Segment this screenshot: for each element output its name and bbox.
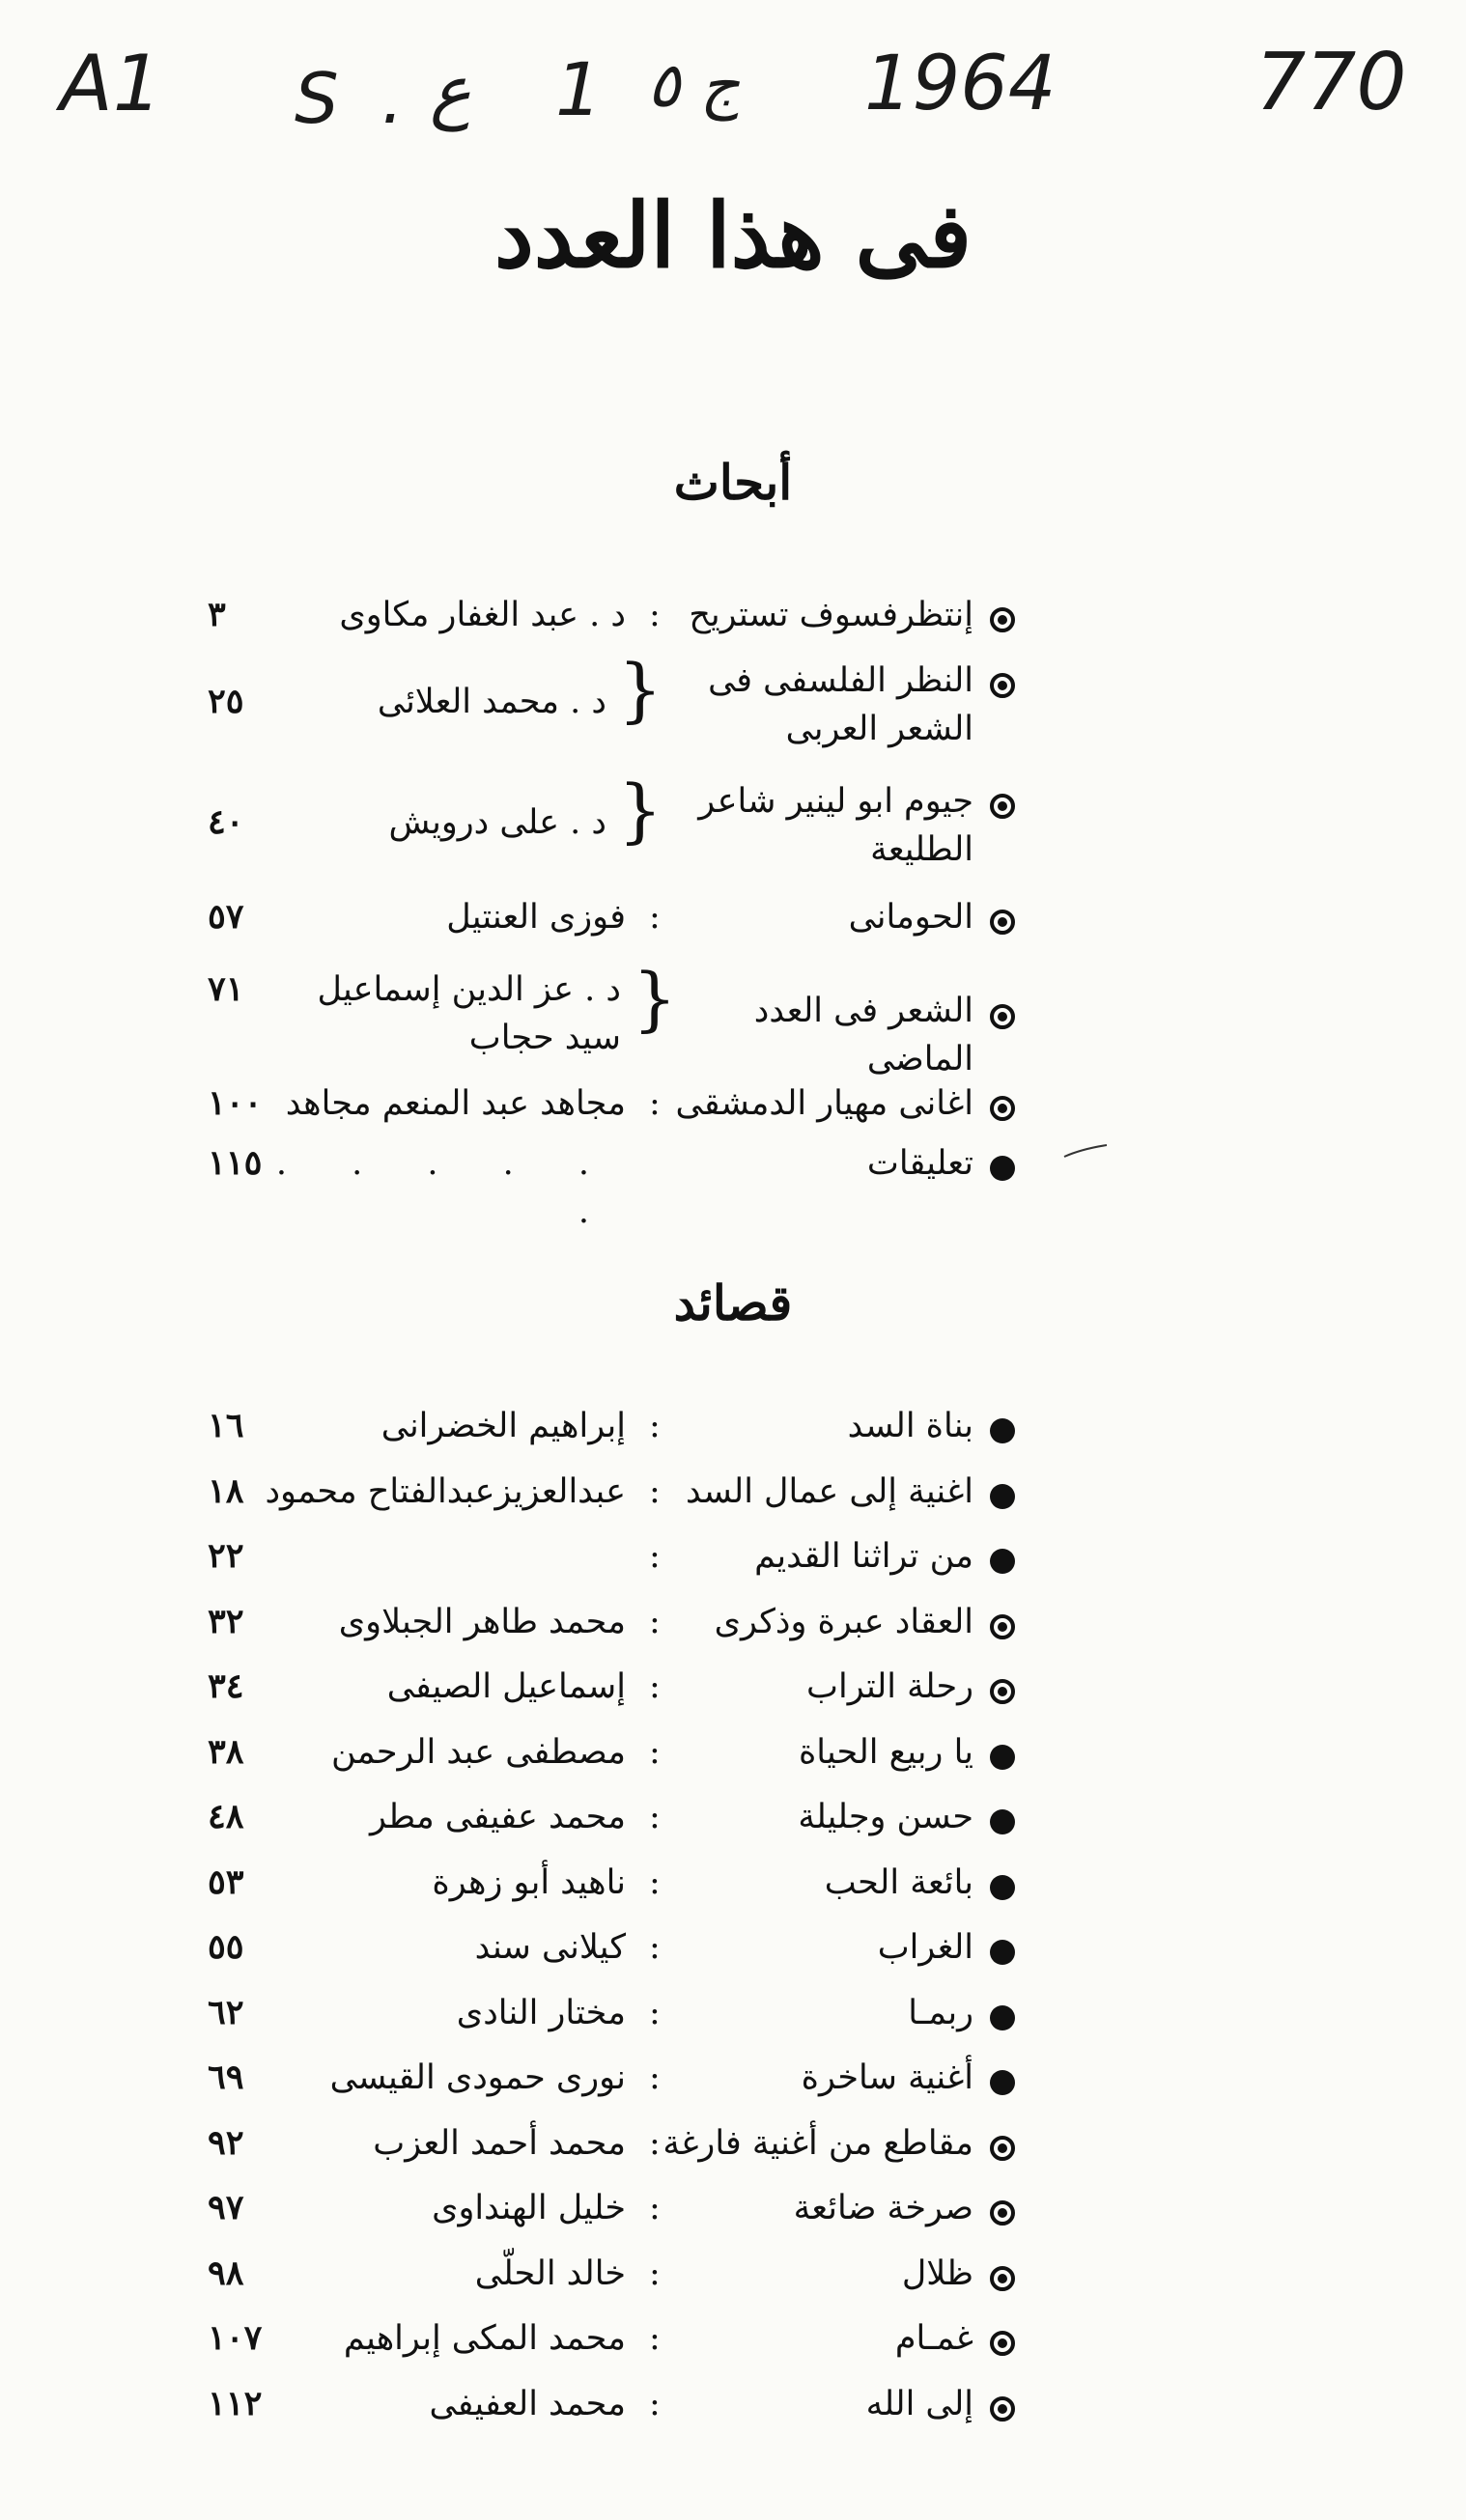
toc-page: ٢٢: [208, 1536, 244, 1576]
bullet-icon: [990, 673, 1015, 698]
toc-work-title: يا ربيع الحياة: [798, 1732, 973, 1772]
toc-work-title: إلى الله: [865, 2384, 973, 2423]
separator: :: [649, 1862, 661, 1902]
toc-row: [0, 893, 1466, 951]
toc-page: ١١٢: [208, 2383, 263, 2423]
toc-page: ٥٣: [208, 1862, 244, 1902]
toc-row: [0, 2054, 1466, 2112]
toc-author: ناهيد أبو زهرة: [432, 1862, 626, 1902]
toc-author: محمد العفيفى: [429, 2384, 626, 2423]
toc-work-title: اغنية إلى عمال السد: [685, 1471, 973, 1511]
bullet-icon: [990, 1940, 1015, 1965]
bullet-icon: [990, 2200, 1015, 2226]
toc-row: [0, 2380, 1466, 2438]
toc-author: فوزى العنتيل: [446, 898, 626, 937]
section-heading-poems: قصائد: [673, 1274, 793, 1331]
separator: :: [649, 2254, 661, 2293]
toc-page: ١١٥: [208, 1143, 263, 1183]
toc-row: [0, 958, 1466, 1078]
separator: :: [649, 1993, 661, 2032]
toc-work-title: أغنية ساخرة: [801, 2058, 973, 2097]
toc-page: ٤٨: [208, 1797, 244, 1836]
separator: :: [649, 2123, 661, 2163]
toc-work-title: غمـام: [894, 2319, 973, 2358]
section-heading-research: أبحاث: [673, 454, 793, 511]
toc-author: د . محمد العلائى: [377, 683, 606, 721]
toc-work-title: العقاد عبرة وذكرى: [714, 1602, 973, 1641]
toc-author: د . عز الدين إسماعيل: [317, 970, 621, 1009]
separator: :: [649, 2384, 661, 2423]
toc-author: محمد طاهر الجبلاوى: [338, 1602, 626, 1641]
separator: :: [649, 1602, 661, 1641]
toc-row: [0, 2314, 1466, 2372]
separator: :: [649, 1471, 661, 1511]
handwritten-note-jim: ج ٥: [647, 50, 741, 122]
toc-work-title: صرخة ضائعة: [793, 2189, 973, 2227]
toc-page: ١٠٧: [208, 2318, 263, 2358]
bullet-icon: [990, 1745, 1015, 1770]
toc-page: ٢٥: [208, 682, 244, 721]
toc-author: محمد أحمد العزب: [373, 2123, 626, 2163]
bullet-icon: [990, 1156, 1015, 1181]
bullet-icon: [990, 1418, 1015, 1443]
toc-author: خالد الحلّى: [474, 2254, 626, 2293]
toc-row: [0, 1598, 1466, 1656]
toc-author: د . عبد الغفار مكاوى: [339, 596, 626, 634]
toc-row: [0, 1402, 1466, 1460]
toc-row: [0, 770, 1466, 883]
toc-leader-dots: . . . . . .: [275, 1144, 616, 1231]
toc-author: نورى حمودى القيسى: [329, 2058, 626, 2097]
toc-author: خليل الهنداوى: [432, 2189, 626, 2227]
toc-author: محمد عفيفى مطر: [370, 1798, 626, 1836]
separator: :: [649, 898, 661, 937]
toc-work-title: تعليقات: [866, 1144, 973, 1183]
toc-page: ٣٤: [208, 1666, 244, 1706]
toc-row: [0, 1139, 1466, 1231]
toc-row: [0, 1468, 1466, 1526]
toc-work-title: إنتظرفسوف تستريح: [689, 596, 973, 634]
toc-row: [0, 1923, 1466, 1981]
toc-row: [0, 591, 1466, 649]
handwritten-note-year: 1964: [864, 41, 1057, 127]
page-title: فى هذا العدد: [493, 183, 973, 288]
toc-author: كيلانى سند: [474, 1928, 626, 1967]
handwritten-note-one: 1: [555, 46, 603, 132]
toc-page: ٣٢: [208, 1601, 244, 1641]
toc-author: إبراهيم الخضرانى: [381, 1407, 626, 1445]
separator: :: [649, 1732, 661, 1772]
toc-work-title: الشعر فى العدد الماضى: [753, 992, 973, 1078]
bullet-icon: [990, 1614, 1015, 1639]
bullet-icon: [990, 1679, 1015, 1704]
toc-author-second: سيد حجاب: [468, 1019, 621, 1057]
toc-work-title: مقاطع من أغنية فارغة: [663, 2123, 973, 2163]
separator: :: [649, 1407, 661, 1445]
toc-author: مصطفى عبد الرحمن: [331, 1732, 626, 1772]
toc-page: ٥٥: [208, 1927, 244, 1967]
bullet-icon: [990, 1484, 1015, 1509]
brace-mark: }: [633, 958, 677, 1039]
toc-row: [0, 2119, 1466, 2177]
bullet-icon: [990, 794, 1015, 819]
bullet-icon: [990, 2331, 1015, 2356]
handwritten-note-number: 770: [1255, 37, 1407, 128]
toc-row: [0, 1532, 1466, 1590]
separator: :: [649, 1084, 661, 1123]
brace-mark: }: [618, 649, 663, 730]
bullet-icon: [990, 1096, 1015, 1121]
toc-row: [0, 1663, 1466, 1721]
toc-work-title: الحومانى: [848, 898, 973, 937]
separator: :: [649, 2319, 661, 2358]
toc-page: ١٦: [208, 1406, 244, 1445]
toc-page: ٣: [208, 595, 226, 634]
pen-stroke-mark: [1062, 1141, 1111, 1161]
toc-work-title: النظر الفلسفى فى الشعر العربى: [708, 661, 973, 748]
handwritten-note-dot: .: [381, 58, 404, 139]
bullet-icon: [990, 607, 1015, 632]
separator: :: [649, 1928, 661, 1967]
bullet-icon: [990, 2136, 1015, 2161]
toc-page: ١٨: [208, 1470, 244, 1511]
separator: :: [649, 596, 661, 634]
toc-row: [0, 1728, 1466, 1786]
toc-work-title: اغانى مهيار الدمشقى: [675, 1084, 973, 1123]
toc-author: إسماعيل الصيفى: [386, 1667, 626, 1706]
bullet-icon: [990, 2396, 1015, 2422]
bullet-icon: [990, 910, 1015, 935]
toc-page: ٩٨: [208, 2253, 244, 2293]
bullet-icon: [990, 2005, 1015, 2030]
toc-page: ٩٢: [208, 2122, 244, 2163]
toc-work-title: بائعة الحب: [824, 1862, 973, 1902]
toc-work-title: ربمـا: [908, 1993, 973, 2032]
toc-page: ٩٧: [208, 2188, 244, 2227]
toc-author: د . على درويش: [388, 803, 606, 842]
toc-work-title: ظلال: [901, 2254, 973, 2293]
toc-row: [0, 1859, 1466, 1917]
toc-row: [0, 1793, 1466, 1851]
toc-work-title: الغراب: [877, 1928, 973, 1967]
toc-row: [0, 1989, 1466, 2047]
toc-work-title: من تراثنا القديم: [754, 1537, 973, 1576]
toc-page: ٣٨: [208, 1731, 244, 1772]
toc-work-title: بناة السد: [847, 1407, 973, 1445]
toc-work-title: رحلة التراب: [806, 1667, 973, 1706]
bullet-icon: [990, 2070, 1015, 2095]
bullet-icon: [990, 1809, 1015, 1834]
separator: :: [649, 2058, 661, 2097]
toc-page: ٦٩: [208, 2058, 244, 2097]
separator: :: [649, 1537, 661, 1576]
handwritten-note-s: S: [295, 58, 339, 139]
handwritten-note-a1: A1: [60, 39, 162, 128]
toc-page: ١٠٠: [208, 1083, 263, 1123]
toc-work-title: جيوم ابو لينير شاعر الطليعة: [698, 782, 973, 869]
bullet-icon: [990, 1549, 1015, 1574]
bullet-icon: [990, 2266, 1015, 2291]
toc-author: محمد المكى إبراهيم: [343, 2319, 626, 2358]
toc-work-title: حسن وجليلة: [798, 1798, 973, 1836]
toc-page: ٦٢: [208, 1992, 244, 2032]
toc-author: عبدالعزيزعبدالفتاح محمود: [265, 1471, 626, 1511]
handwritten-note-ain: ع: [430, 50, 471, 131]
toc-row: [0, 1079, 1466, 1137]
separator: :: [649, 1798, 661, 1836]
toc-row: [0, 2184, 1466, 2242]
brace-mark: }: [618, 770, 663, 851]
toc-page: ٤٠: [208, 802, 244, 842]
separator: :: [649, 1667, 661, 1706]
toc-author: مختار النادى: [456, 1993, 626, 2032]
bullet-icon: [990, 1004, 1015, 1029]
bullet-icon: [990, 1875, 1015, 1900]
toc-page: ٥٧: [208, 897, 244, 937]
toc-row: [0, 649, 1466, 763]
toc-row: [0, 2250, 1466, 2308]
toc-page: ٧١: [208, 969, 244, 1009]
separator: :: [649, 2189, 661, 2227]
toc-author: مجاهد عبد المنعم مجاهد: [285, 1084, 626, 1123]
